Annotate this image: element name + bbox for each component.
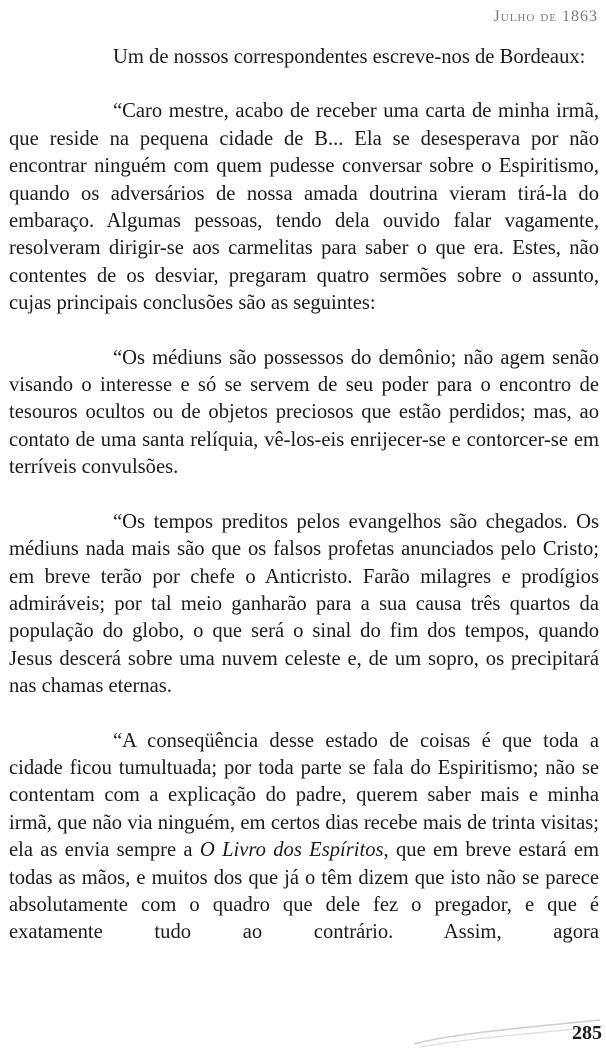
paragraph-text: “A conseqüência desse estado de coisas é que toda a cidade ficou tumultuada; por toda parte se fala do Espiritismo; não se contentam com a explicação do padre, querem saber mais e minha irmã, que não via ninguém, em certos dias recebe mais de trinta visitas; ela as envia sempre a xyxy=(9,729,599,862)
book-title: O Livro dos Espíritos xyxy=(199,839,384,862)
paragraph-text: , que em breve estará em todas as mãos, e muitos dos que já o têm dizem que isto não se parece absolutamente com o quadro que dele fez o pregador, e que é exatamente tudo ao contrário. Assim, agora xyxy=(9,839,599,944)
running-header: Julho de 1863 xyxy=(493,8,598,25)
paragraph-1 xyxy=(9,44,599,71)
paragraph-5 xyxy=(9,728,599,947)
page-footer xyxy=(410,1010,606,1048)
paragraph-text: “Os tempos preditos pelos evangelhos são chegados. Os médiuns nada mais são que os falsos profetas anunciados pelo Cristo; em breve terão por chefe o Anticristo. Farão milagres e prodígios admiráveis; por tal meio ganharão para a sua causa três quartos da população do globo, o que será o sinal do fim dos tempos, quando Jesus descerá sobre uma nuvem celeste e, de um sopro, os precipitará nas chamas eternas. xyxy=(9,510,599,698)
paragraph-text: “Caro mestre, acabo de receber uma carta de minha irmã, que reside na pequena cidade de B... Ela se desesperava por não encontrar ninguém com quem pudesse conversar sobre o Espiritismo, quando os adversários de nossa amada doutrina vieram tirá-la do embaraço. Algumas pessoas, tendo dela ouvido falar vagamente, resolveram dirigir-se aos carmelitas para saber o que era. Estes, não contentes de os desviar, pregaram quatro sermões sobre o assunto, cujas principais conclusões são as seguintes: xyxy=(9,100,599,315)
page-body xyxy=(9,44,599,947)
paragraph-4 xyxy=(9,509,599,701)
paragraph-2 xyxy=(9,98,599,317)
page-number: 285 xyxy=(572,1022,602,1044)
paragraph-text: Um de nossos correspondentes escreve-nos de Bordeaux: xyxy=(113,46,586,68)
paragraph-text: “Os médiuns são possessos do demônio; não agem senão visando o interesse e só se servem de seu poder para o encontro de tesouros ocultos ou de objetos preciosos que estão perdidos; mas, ao contato de uma santa relíquia, vê-los-eis enrijecer-se e contorcer-se em terríveis convulsões. xyxy=(9,346,599,479)
paragraph-3 xyxy=(9,345,599,482)
